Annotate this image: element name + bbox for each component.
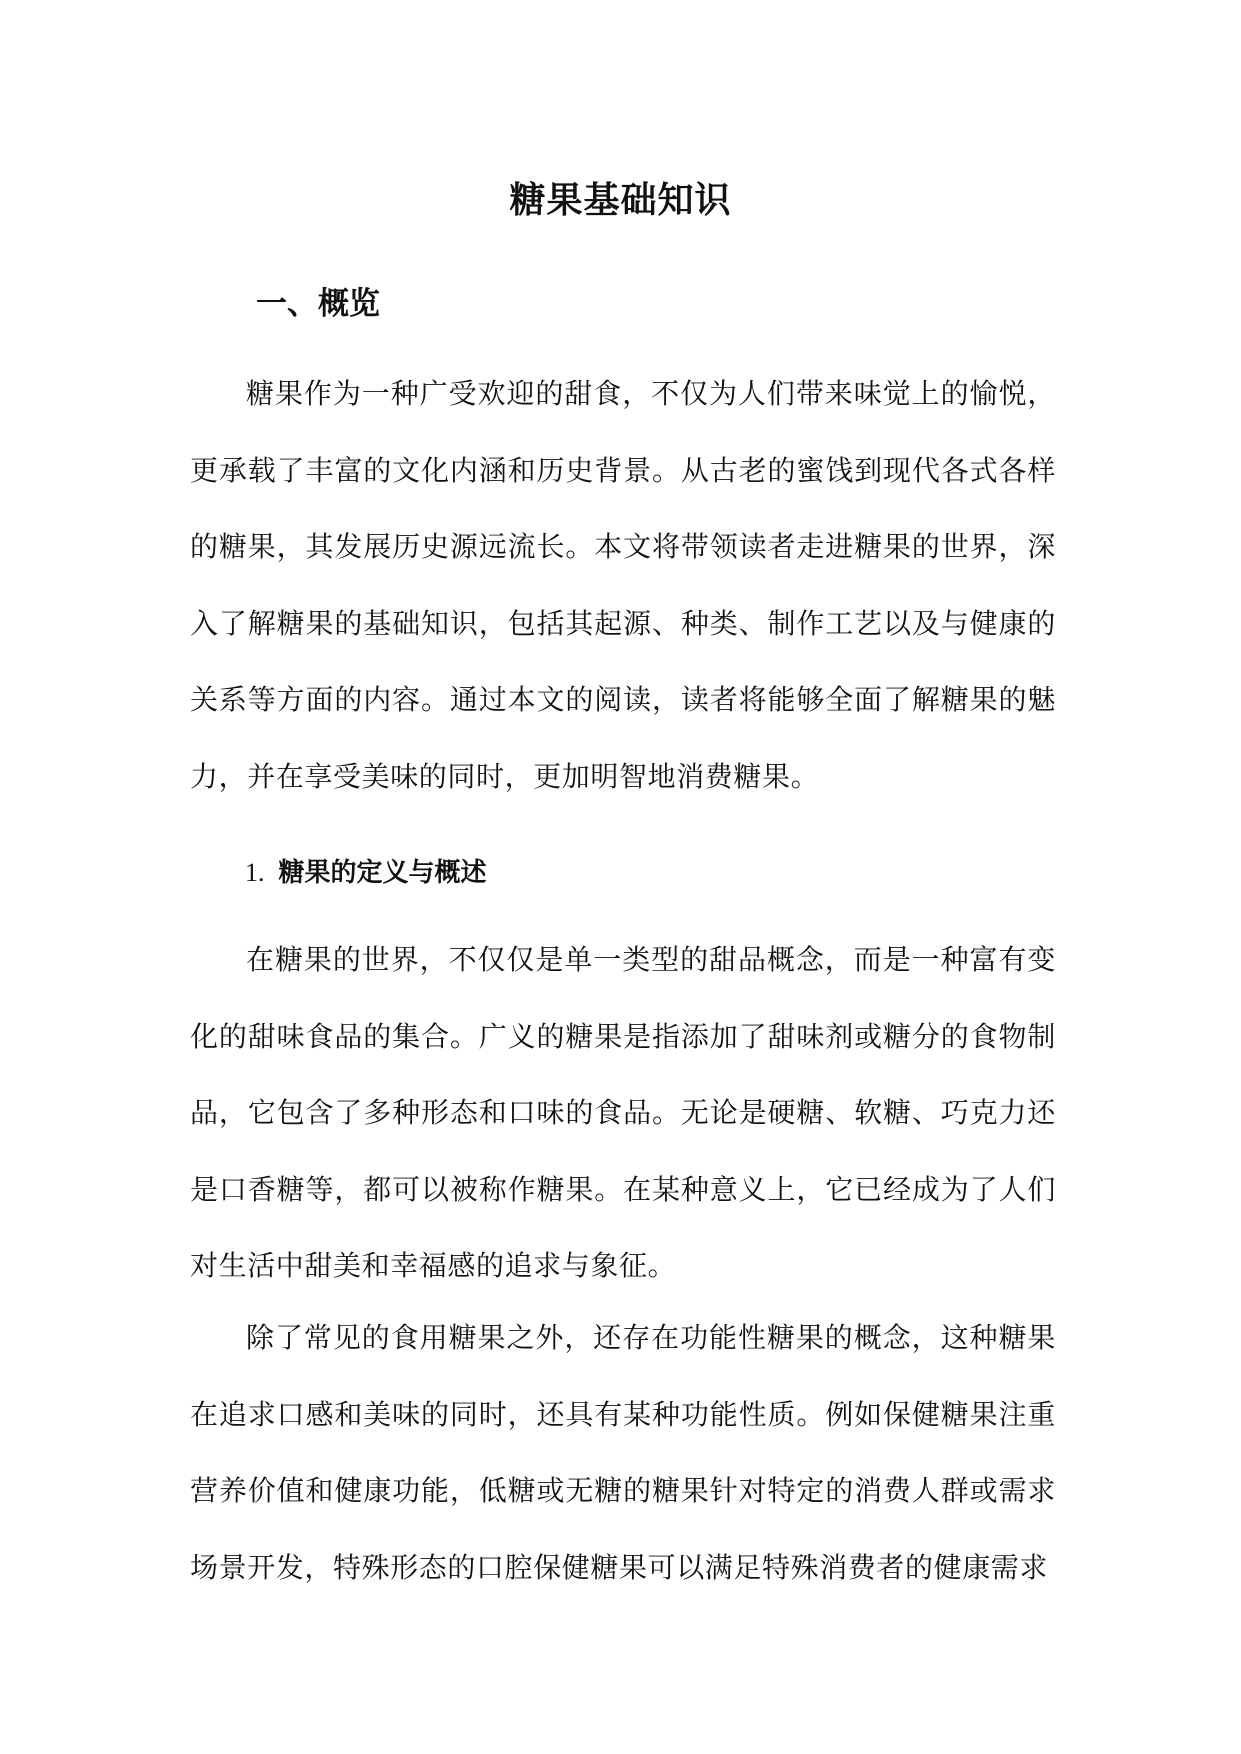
document-title: 糖果基础知识 xyxy=(509,179,732,222)
subsection-number: 1. xyxy=(245,858,265,887)
definition-paragraph-2: 除了常见的食用糖果之外，还存在功能性糖果的概念，这种糖果在追求口感和美味的同时，还具有某种功能性质。例如保健糖果注重营养价值和健康功能，低糖或无糖的糖果针对特定的消费人群或需求场景开发，特殊形态的口腔保健糖果可以满足特殊消费者的健康需求 xyxy=(190,1321,1056,1584)
section-heading-overview: 一、概览 xyxy=(256,286,380,322)
subsection-title: 糖果的定义与概述 xyxy=(278,858,487,888)
overview-paragraph: 糖果作为一种广受欢迎的甜食，不仅为人们带来味觉上的愉悦，更承载了丰富的文化内涵和历史背景。从古老的蜜饯到现代各式各样的糖果，其发展历史源远流长。本文将带领读者走进糖果的世界，深入了解糖果的基础知识，包括其起源、种类、制作工艺以及与健康的关系等方面的内容。通过本文的阅读，读者将能够全面了解糖果的魅力，并在享受美味的同时，更加明智地消费糖果。 xyxy=(190,377,1056,793)
subsection-heading-definition xyxy=(245,853,487,893)
definition-paragraph-1: 在糖果的世界，不仅仅是单一类型的甜品概念，而是一种富有变化的甜味食品的集合。广义的糖果是指添加了甜味剂或糖分的食物制品，它包含了多种形态和口味的食品。无论是硬糖、软糖、巧克力还是口香糖等，都可以被称作糖果。在某种意义上，它已经成为了人们对生活中甜美和幸福感的追求与象征。 xyxy=(190,943,1056,1282)
